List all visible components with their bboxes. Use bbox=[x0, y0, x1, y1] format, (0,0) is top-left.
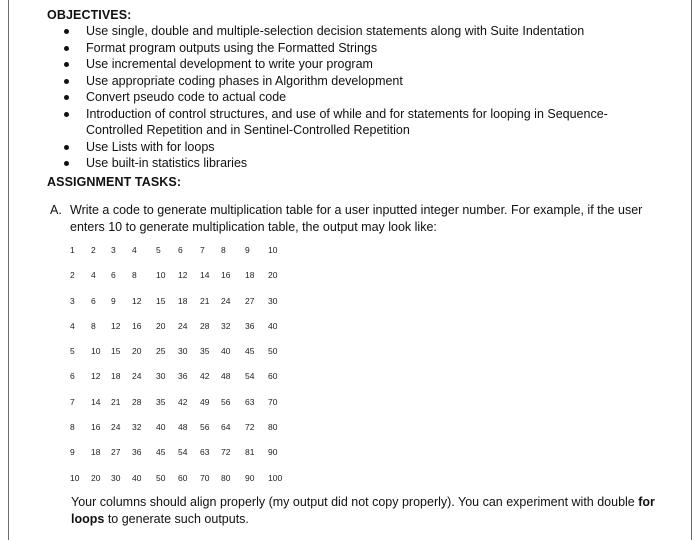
table-cell: 45 bbox=[156, 447, 166, 458]
list-item bbox=[62, 56, 646, 73]
table-cell: 6 bbox=[111, 270, 116, 281]
task-text: Write a code to generate multiplication table for a user inputted integer number. For example, if the user enters 10 to generate multiplication table, the output may look like: bbox=[70, 203, 643, 234]
table-cell: 7 bbox=[70, 396, 75, 407]
table-cell: 20 bbox=[268, 270, 278, 281]
table-cell: 30 bbox=[111, 472, 121, 483]
table-cell: 63 bbox=[200, 447, 210, 458]
objective-text: Use built-in statistics libraries bbox=[86, 156, 248, 170]
table-cell: 24 bbox=[132, 371, 142, 382]
table-cell: 10 bbox=[156, 270, 166, 281]
bullet-icon bbox=[64, 112, 69, 117]
table-cell: 4 bbox=[91, 270, 96, 281]
table-cell: 14 bbox=[91, 396, 101, 407]
bullet-icon bbox=[64, 46, 69, 51]
table-cell: 63 bbox=[245, 396, 255, 407]
list-item bbox=[62, 23, 646, 40]
list-item bbox=[62, 139, 646, 156]
table-cell: 60 bbox=[268, 371, 278, 382]
objective-text: Use single, double and multiple-selection decision statements along with Suite Indentation bbox=[86, 24, 585, 38]
table-cell: 32 bbox=[221, 320, 231, 331]
table-cell: 42 bbox=[200, 371, 210, 382]
table-cell: 1 bbox=[70, 245, 75, 255]
table-cell: 10 bbox=[268, 245, 278, 255]
list-item bbox=[62, 155, 646, 172]
table-cell: 36 bbox=[178, 371, 188, 382]
table-cell: 21 bbox=[111, 396, 121, 407]
footer-text-end: to generate such outputs. bbox=[104, 512, 249, 526]
task-a bbox=[50, 202, 670, 235]
table-cell: 35 bbox=[200, 346, 210, 357]
table-cell: 16 bbox=[91, 422, 101, 433]
table-cell: 45 bbox=[245, 346, 255, 357]
table-cell: 14 bbox=[200, 270, 210, 281]
footer-note bbox=[71, 494, 671, 528]
table-cell: 6 bbox=[91, 295, 96, 306]
list-item bbox=[62, 106, 646, 139]
table-cell: 48 bbox=[221, 371, 231, 382]
table-cell: 4 bbox=[70, 320, 75, 331]
table-cell: 7 bbox=[200, 245, 205, 255]
bullet-icon bbox=[64, 79, 69, 84]
list-item bbox=[62, 40, 646, 57]
table-cell: 18 bbox=[178, 295, 188, 306]
table-cell: 8 bbox=[91, 320, 96, 331]
table-cell: 36 bbox=[245, 320, 255, 331]
table-cell: 50 bbox=[156, 472, 166, 483]
table-cell: 72 bbox=[245, 422, 255, 433]
table-cell: 28 bbox=[132, 396, 142, 407]
table-cell: 54 bbox=[178, 447, 188, 458]
table-cell: 12 bbox=[132, 295, 142, 306]
table-cell: 6 bbox=[70, 371, 75, 382]
bullet-icon bbox=[64, 145, 69, 150]
table-cell: 90 bbox=[245, 472, 255, 483]
footer-text: Your columns should align properly (my output did not copy properly). You can experiment with double bbox=[71, 495, 639, 509]
table-cell: 100 bbox=[268, 472, 283, 483]
table-cell: 18 bbox=[91, 447, 101, 458]
page-right-border bbox=[691, 0, 692, 540]
table-cell: 18 bbox=[245, 270, 255, 281]
table-cell: 12 bbox=[111, 320, 121, 331]
objectives-heading: OBJECTIVES: bbox=[47, 8, 132, 22]
table-cell: 10 bbox=[91, 346, 101, 357]
table-cell: 2 bbox=[91, 245, 96, 255]
table-cell: 21 bbox=[200, 295, 210, 306]
table-cell: 8 bbox=[221, 245, 226, 255]
objective-text: Format program outputs using the Formatted Strings bbox=[86, 40, 378, 55]
table-cell: 30 bbox=[156, 371, 166, 382]
table-cell: 5 bbox=[70, 346, 75, 357]
table-cell: 56 bbox=[200, 422, 210, 433]
table-cell: 36 bbox=[132, 447, 142, 458]
table-cell: 42 bbox=[178, 396, 188, 407]
table-cell: 50 bbox=[268, 346, 278, 357]
table-cell: 60 bbox=[178, 472, 188, 483]
table-cell: 16 bbox=[132, 320, 142, 331]
table-cell: 32 bbox=[132, 422, 142, 433]
table-cell: 12 bbox=[91, 371, 101, 382]
table-cell: 18 bbox=[111, 371, 121, 382]
objectives-list bbox=[62, 23, 646, 172]
objective-text: Introduction of control structures, and use of while and for statements for looping in Sequence-Controlled Repetition and in Sentinel-Controlled Repetition bbox=[86, 106, 608, 137]
table-cell: 30 bbox=[178, 346, 188, 357]
table-cell: 27 bbox=[111, 447, 121, 458]
table-cell: 4 bbox=[132, 245, 137, 255]
bullet-icon bbox=[64, 95, 69, 100]
table-cell: 15 bbox=[156, 295, 166, 306]
table-cell: 25 bbox=[156, 346, 166, 357]
table-cell: 6 bbox=[178, 245, 183, 255]
table-cell: 16 bbox=[221, 270, 231, 281]
table-cell: 20 bbox=[91, 472, 101, 483]
table-cell: 40 bbox=[268, 320, 278, 331]
table-cell: 24 bbox=[221, 295, 231, 306]
table-cell: 12 bbox=[178, 270, 188, 281]
table-cell: 3 bbox=[111, 245, 116, 255]
table-cell: 9 bbox=[111, 295, 116, 306]
list-item bbox=[62, 89, 646, 106]
objective-text: Convert pseudo code to actual code bbox=[86, 90, 287, 104]
table-cell: 8 bbox=[132, 270, 137, 281]
bullet-icon bbox=[64, 29, 69, 34]
table-cell: 72 bbox=[221, 447, 231, 458]
table-cell: 40 bbox=[132, 472, 142, 483]
table-cell: 20 bbox=[156, 320, 166, 331]
table-cell: 9 bbox=[245, 245, 250, 255]
table-cell: 80 bbox=[221, 472, 231, 483]
table-cell: 3 bbox=[70, 295, 75, 306]
table-cell: 35 bbox=[156, 396, 166, 407]
objective-text: Use incremental development to write your program bbox=[86, 57, 373, 71]
table-cell: 5 bbox=[156, 245, 161, 255]
table-cell: 20 bbox=[132, 346, 142, 357]
table-cell: 81 bbox=[245, 447, 255, 458]
bullet-icon bbox=[64, 161, 69, 166]
footer-bold-text: for loops bbox=[71, 495, 655, 526]
table-cell: 64 bbox=[221, 422, 231, 433]
table-cell: 56 bbox=[221, 396, 231, 407]
objective-text: Use appropriate coding phases in Algorithm development bbox=[86, 73, 403, 88]
task-letter: A. bbox=[50, 203, 62, 217]
table-cell: 2 bbox=[70, 270, 75, 281]
table-cell: 70 bbox=[268, 396, 278, 407]
table-cell: 54 bbox=[245, 371, 255, 382]
table-cell: 40 bbox=[221, 346, 231, 357]
table-cell: 8 bbox=[70, 422, 75, 433]
table-cell: 28 bbox=[200, 320, 210, 331]
assignment-heading: ASSIGNMENT TASKS: bbox=[47, 175, 182, 189]
list-item bbox=[62, 73, 646, 90]
table-cell: 10 bbox=[70, 472, 80, 483]
table-cell: 70 bbox=[200, 472, 210, 483]
table-cell: 30 bbox=[268, 295, 278, 306]
table-cell: 15 bbox=[111, 346, 121, 357]
table-cell: 27 bbox=[245, 295, 255, 306]
table-cell: 9 bbox=[70, 447, 75, 458]
table-cell: 40 bbox=[156, 422, 166, 433]
table-cell: 24 bbox=[111, 422, 121, 433]
objective-text: Use Lists with for loops bbox=[86, 139, 215, 154]
table-cell: 80 bbox=[268, 422, 278, 433]
table-cell: 24 bbox=[178, 320, 188, 331]
bullet-icon bbox=[64, 62, 69, 67]
table-cell: 90 bbox=[268, 447, 278, 458]
table-cell: 49 bbox=[200, 396, 210, 407]
table-cell: 48 bbox=[178, 422, 188, 433]
page-left-border bbox=[8, 0, 9, 540]
